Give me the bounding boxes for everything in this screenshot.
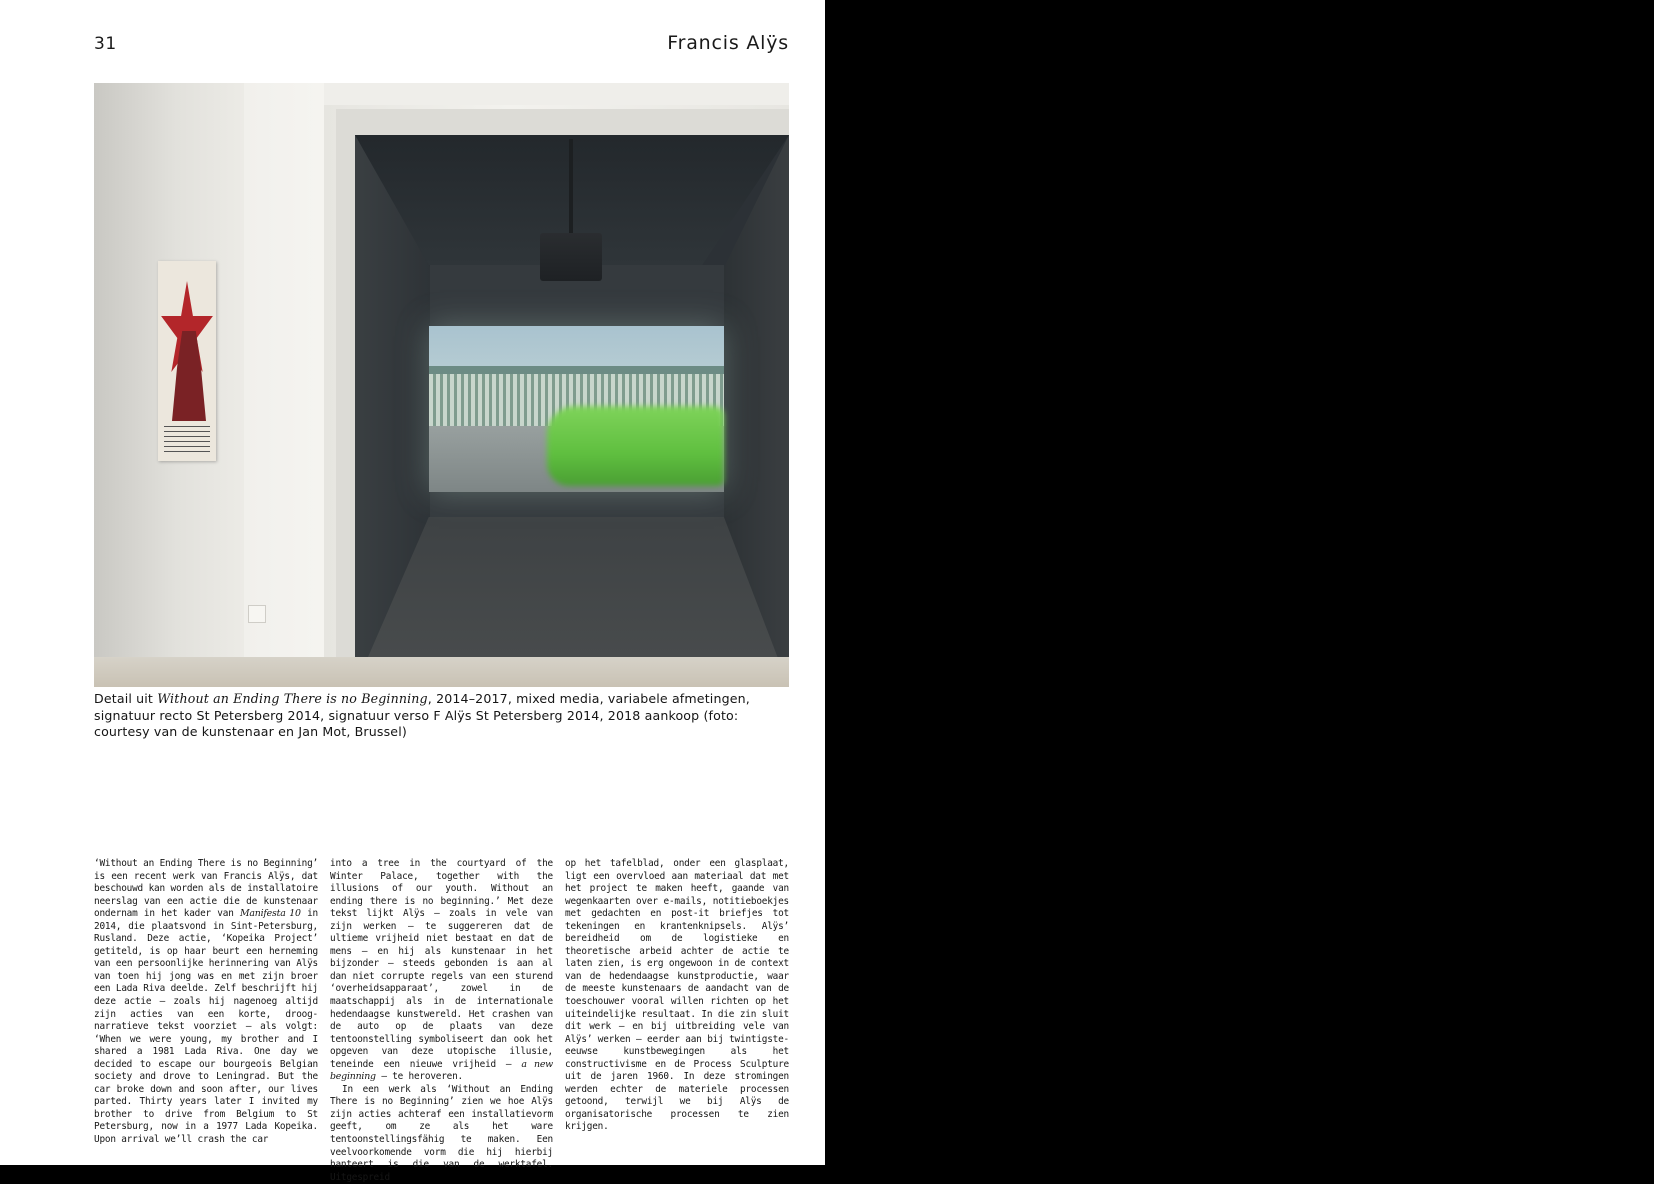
- paragraph: [330, 858, 553, 1084]
- projector: [540, 233, 602, 281]
- document-page: [0, 0, 825, 1183]
- wall-socket: [248, 605, 266, 623]
- caption-details: , 2014–2017, mixed media, variabele afmetingen, signatuur recto St Petersberg 2014, signatuur verso F Alÿs St Petersberg 2014, 2018 aankoop (foto: courtesy van de kunstenaar en Jan Mot, Brussel): [94, 691, 750, 739]
- running-head: Francis Alÿs: [667, 32, 789, 54]
- installation-photo: [94, 83, 789, 687]
- black-background: [825, 0, 1654, 1165]
- ceiling: [324, 83, 789, 105]
- page-number: 31: [94, 34, 117, 54]
- green-car: [547, 406, 724, 486]
- gallery-floor: [94, 657, 789, 687]
- projector-mount: [569, 139, 573, 235]
- text-run: in 2014, die plaatsvond in Sint-Petersburg, Rusland. Deze actie, ‘Kopeika Project’ getiteld, is op haar beurt een herneming van een persoonlijke herinnering van Alÿs van toen hij jong was en met zijn broer een Lada Riva deelde. Zelf beschrijft hij deze actie – zoals hij nagenoeg altijd zijn acties van een korte, droog-narratieve tekst voorziet – als volgt: ‘When we were young, my brother and I shared a 1981 Lada Riva. One day we decided to escape our bourgeois Belgian society and drove to Leningrad. But the car broke down and soon after, our lives parted. Thirty years later I invited my brother to drive from Belgium to St Petersburg, now in a 1977 Lada Kopeika. Upon arrival we’ll crash the car: [94, 908, 318, 1146]
- projected-video-still: [429, 326, 724, 492]
- text-column-3: [565, 858, 789, 1134]
- paragraph: In een werk als ‘Without an Ending There is no Beginning’ zien we hoe Alÿs zijn acties achteraf een installatievorm geeft, om ze als het ware tentoonstellingsfähig te maken. Een veelvoorkomende vorm die hij hierbij hanteert is die van de werktafel. Uitgespreid: [330, 1083, 553, 1183]
- paragraph: op het tafelblad, onder een glasplaat, ligt een overvloed aan materiaal dat met het project te maken heeft, gaande van wegenkaarten over e-mails, notitieboekjes met gedachten en post-it briefjes tot tekeningen en krantenknipsels. Alÿs’ bereidheid om de logistieke en theoretische arbeid achter de actie te laten zien, is erg ongewoon in de context van de hedendaagse kunstproductie, waar de meeste kunstenaars de aandacht van de toeschouwer vooral willen richten op het uiteindelijke resultaat. In die zin sluit dit werk – en bij uitbreiding vele van Alÿs’ werken – eerder aan bij twintigste-eeuwse kunstbewegingen als het constructivisme en de Process Sculpture uit de jaren 1960. In deze stromingen werden echter de materiele processen getoond, terwijl we bij Alÿs de organisatorische processen te zien krijgen.: [565, 858, 789, 1133]
- text-run: ‘Without an Ending There is no Beginning’ is een recent werk van Francis Alÿs, dat beschouwd kan worden als de installatoire neerslag van een actie die de kunstenaar ondernam in het kader van: [94, 858, 318, 920]
- text-italic: a new beginning: [330, 1058, 553, 1083]
- text-run: – te heroveren.: [375, 1071, 463, 1083]
- text-italic: Manifesta 10: [239, 908, 301, 920]
- paragraph: [94, 858, 318, 1147]
- caption-title: Without an Ending There is no Beginning: [157, 691, 428, 706]
- poster-text-lines: [164, 426, 210, 456]
- photo-caption: [94, 691, 789, 741]
- text-run: into a tree in the courtyard of the Winter Palace, together with the illusions of our youth. Without an ending there is no beginning.’ Met deze tekst lijkt Alÿs – zoals in vele van zijn werken – te suggereren dat de ultieme vrijheid niet bestaat en dat de mens – en hij als kunstenaar in het bijzonder – steeds gebonden is aan al dan niet corrupte regels van een sturend ‘overheidsapparaat’, zowel in de maatschappij als in de internationale hedendaagse kunstwereld. Het crashen van de auto op de plaats van deze tentoonstelling symboliseert dan ook het opgeven van deze utopische illusie, teneinde een nieuwe vrijheid –: [330, 858, 553, 1070]
- text-column-2: [330, 858, 553, 1184]
- wall-poster: [158, 261, 216, 461]
- caption-lead: Detail uit: [94, 691, 158, 706]
- text-column-1: [94, 858, 318, 1147]
